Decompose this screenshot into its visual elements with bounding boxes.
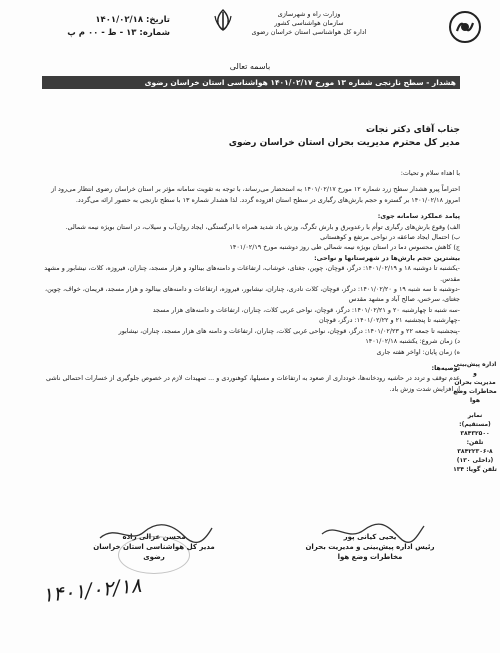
list-item: ب) احتمال ایجاد صاعقه در نواحی مرتفع و کوهستانی [320,233,460,242]
list-item: -یکشنبه تا دوشنبه ۱۸ و ۱۴۰۱/۰۲/۱۹: درگز، قوچان، چوین، جغتای، خوشاب، ارتفاعات و دامنه‌های بینالود و هزار مسجد، چناران، فیروزه، کلات، نیشابور و مشهد مقدس. [44,264,460,283]
signer-name: یحیی کیانی پور [343,533,397,541]
org-line: اداره کل هواشناسی استان خراسان رضوی [251,28,367,36]
meteorology-logo-icon [448,10,482,44]
iran-emblem-icon [212,8,234,32]
body-paragraph: احتراماً پیرو هشدار سطح زرد شماره ۱۲ مورخ ۱۴۰۱/۰۲/۱۷ به استحضار می‌رساند، با توجه به تقویت سامانه مؤثر بر استان خراسان رضوی انتظار می‌رود از امروز ۱۴۰۱/۰۲/۱۸ بر گستره و حجم بارش‌های رگباری در سطح استان افزوده گردد. لذا هشدار شماره ۱۳ با سطح نارنجی به حضور ارائه می‌گردد. [51,185,460,204]
body-paragraph: عدم توقف و تردد در حاشیه رودخانه‌ها، خودداری از صعود به ارتفاعات و مسیلها، کوهنوردی و ... تمهیدات لازم در خصوص جلوگیری از خسارات احتمالی ناشی از افزایش شدت وزش باد. [46,374,460,393]
list-item: ج) کاهش محسوس دما در استان بویژه نیمه شمالی طی روز دوشنبه مورخ ۱۴۰۱/۰۲/۱۹ [229,243,460,252]
contact-sidebar [452,360,498,474]
sidebar-line: تلفن: [466,439,484,446]
signature-scribble-icon [318,520,428,544]
section-heading: بیشترین حجم بارش‌ها در شهرستانها و نواحی: [314,253,460,262]
list-item: ه) زمان پایان: اواخر هفته جاری [376,347,460,356]
list-item: -پنجشنبه تا جمعه ۲۲ و ۱۴۰۱/۰۲/۲۳: درگز، قوچان، نواحی غربی کلات، چناران، ارتفاعات و دامنه های هزار مسجد، چناران، نیشابور [118,326,460,335]
sidebar-line: مخاطرات وضع [453,388,497,395]
section-heading: توصیه‌ها: [431,363,460,372]
organization-block [244,10,374,37]
signer-name: محسن عزالی زاده [122,533,186,541]
list-item: -سه شنبه تا چهارشنبه ۲۰ و ۱۴۰۱/۰۲/۲۱: درگز، قوچان، نواحی غربی کلات، چناران، ارتفاعات و دامنه‌های هزار مسجد [152,305,460,314]
sidebar-line: (داخلی ۱۳۰) [456,457,494,464]
letter-number: شماره: ۱۳ - ط - ۰۰ م پ [67,28,170,38]
sidebar-line: ۳۸۴۳۲۵۰۰ [460,430,490,437]
signature-scribble-icon [96,520,216,546]
list-item: الف) وقوع بارش‌های رگباری توأم با رعدوبرق و بارش تگرگ، وزش باد شدید همراه با ابرگستگی، ایجاد روان‌آب و سیلاب، در استان بویژه نیمه شمالی. [65,222,460,231]
org-line: وزارت راه و شهرسازی [277,10,341,18]
list-item: -دوشنبه تا سه شنبه ۱۹ و ۱۴۰۱/۰۲/۲۰: درگز، قوچان، کلات نادری، چناران، نیشابور، فیروزه، ارتفاعات و دامنه‌های بینالود و هزار مسجد، قریمان، خواف، چوین، جغتای، سرخس، صالح آباد و مشهد مقدس [45,285,460,304]
bismillah: باسمه تعالی [229,62,271,71]
header-meta [52,14,170,40]
sidebar-line: نمابر (مستقیم): [459,412,491,428]
sidebar-line: اداره پیش‌بینی و [453,361,497,377]
letter-body [40,168,460,394]
sidebar-line: تلفن گویا: ۱۳۴ [453,466,497,473]
signer-title: مدیر کل هواشناسی استان خراسان رضوی [93,543,215,561]
list-item: -چهارشنبه تا پنجشنبه ۲۱ و ۱۴۰۱/۰۲/۲۲: درگز، قوچان [318,316,460,325]
signer-title: رئیس اداره پیش‌بینی و مدیریت بحران مخاطرات وضع هوا [305,543,435,561]
addressee-name: جناب آقای دکتر نجات [365,125,460,135]
org-line: سازمان هواشناسی کشور [274,19,344,27]
sidebar-line: مدیریت بحران [454,379,496,386]
list-item: د) زمان شروع: یکشنبه ۱۴۰۱/۰۲/۱۸ [365,337,460,346]
sidebar-line: هوا [470,397,480,404]
greeting: با اهداء سلام و تحیات: [400,169,460,177]
sidebar-line: ۳۸۴۲۲۳۰۶-۸ [457,448,493,455]
addressee-title: مدیر کل محترم مدیریت بحران استان خراسان رضوی [228,138,460,148]
letter-date: تاریخ: ۱۴۰۱/۰۲/۱۸ [95,15,170,25]
handwritten-date: ۱۴۰۱/۰۲/۱۸ [41,572,143,608]
section-heading: پیامد عملکرد سامانه جوی: [377,212,460,221]
addressee-block [130,124,460,150]
subject-bar: هشدار - سطح نارنجی شماره ۱۳ مورخ ۱۴۰۱/۰۲/۱۷ هواشناسی استان خراسان رضوی [42,76,460,89]
